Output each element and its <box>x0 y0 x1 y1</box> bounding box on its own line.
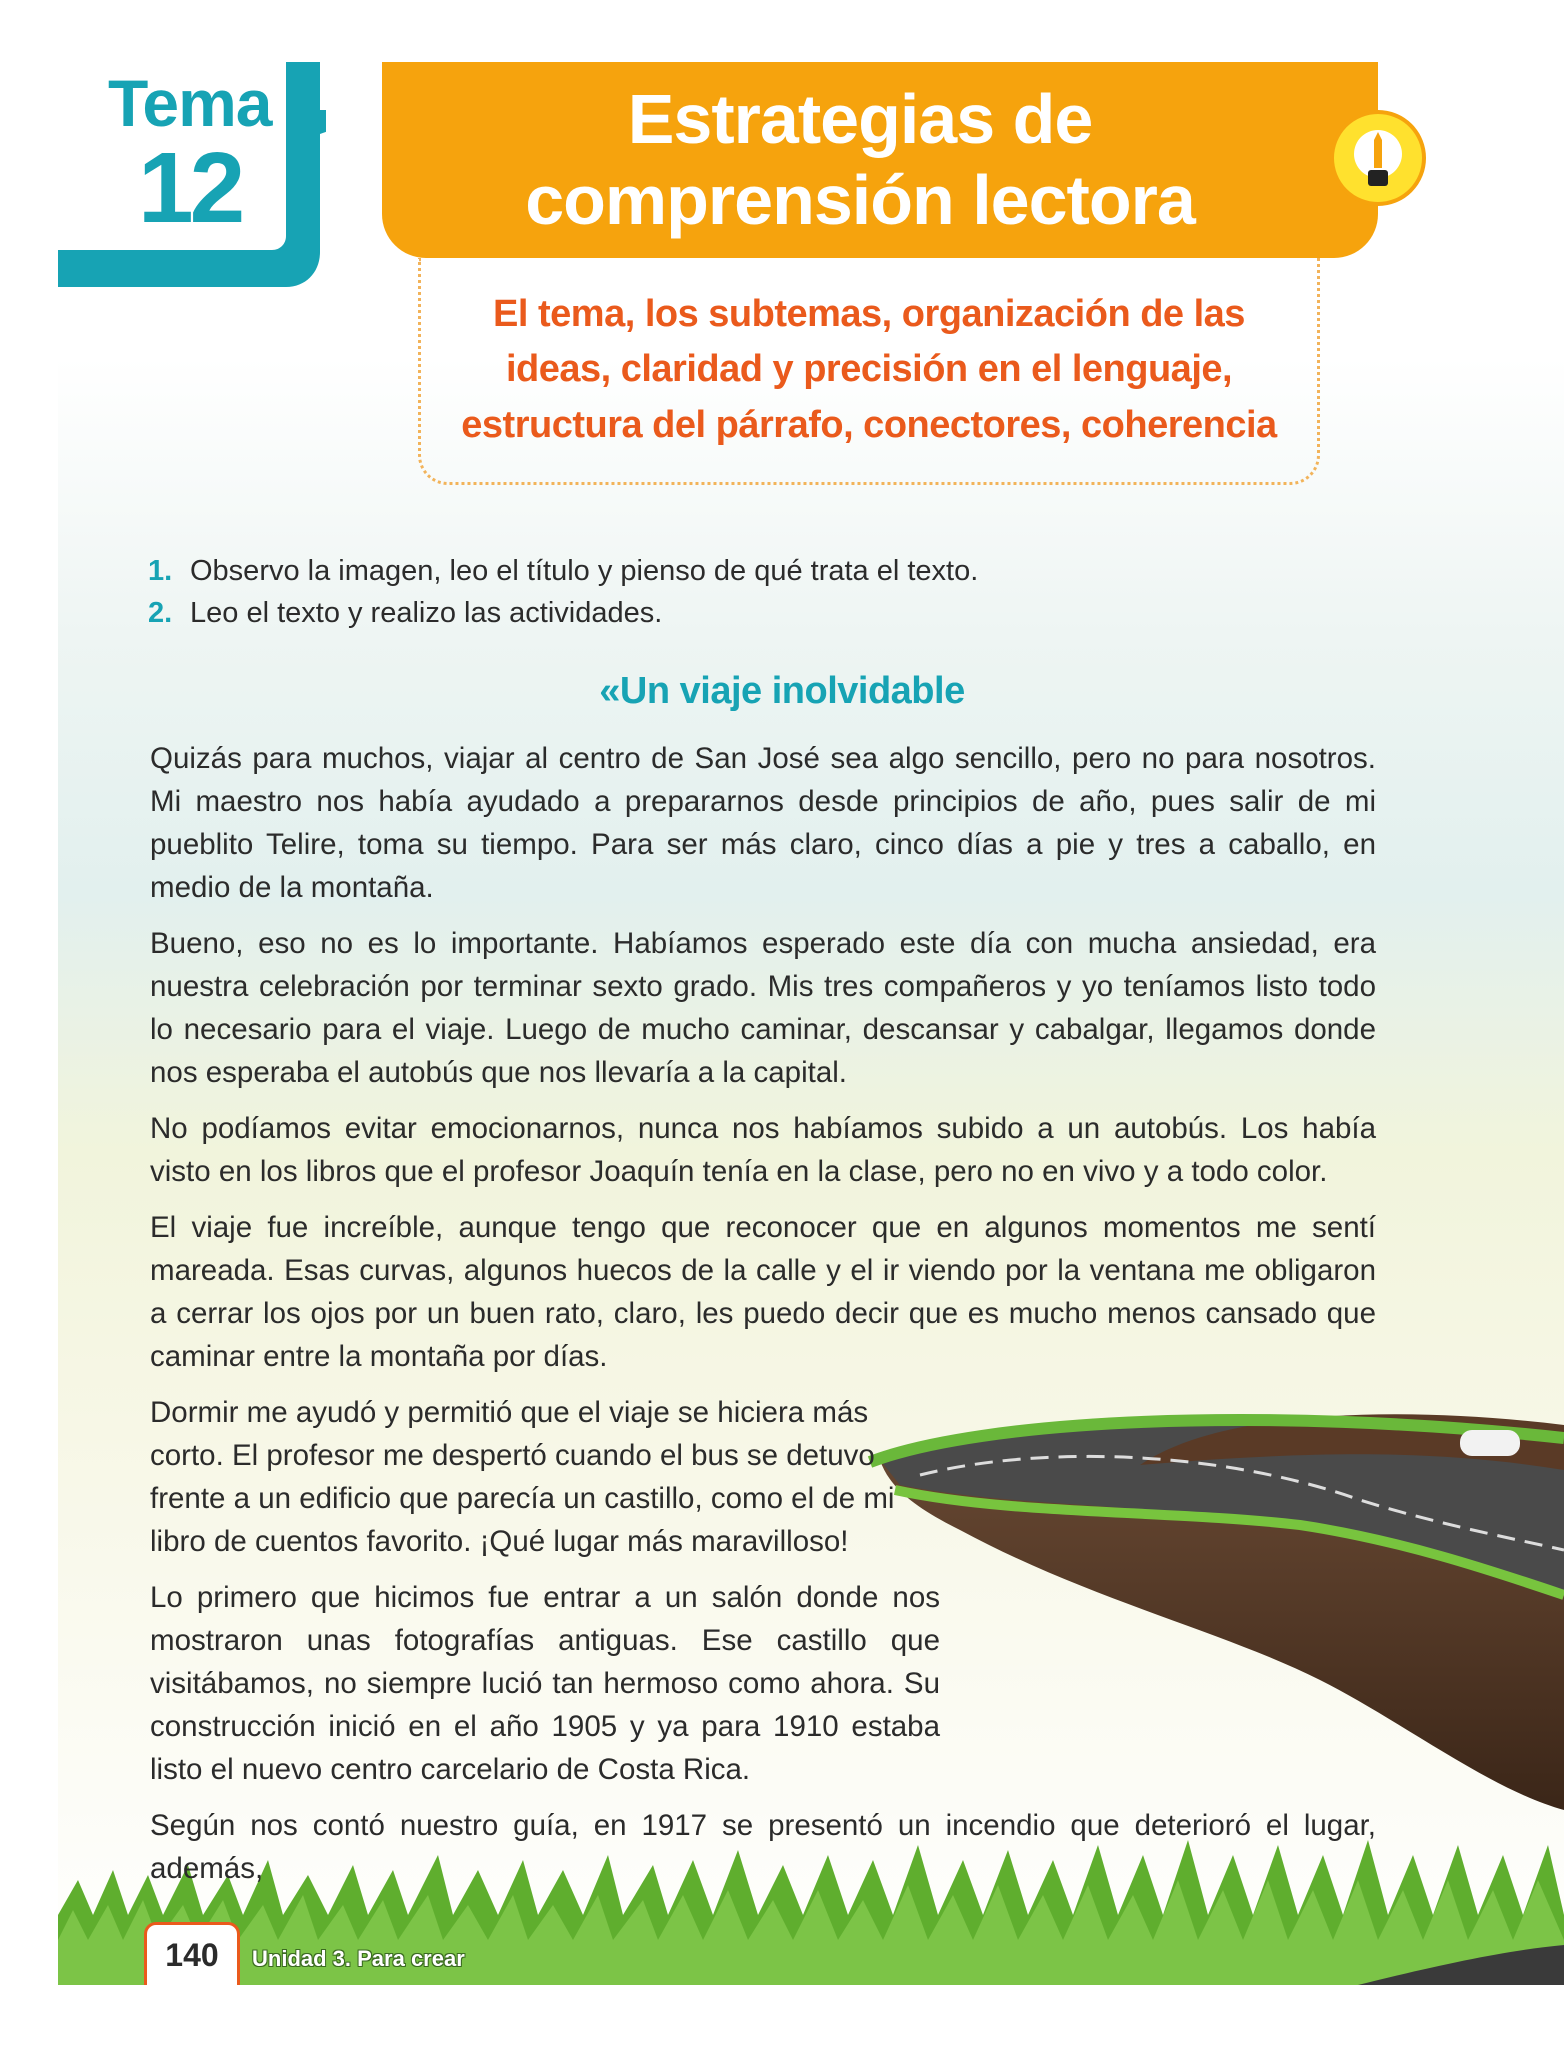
story-paragraph: No podíamos evitar emocionarnos, nunca nos habíamos subido a un autobús. Los había visto en los libros que el profesor Joaquín tenía en la clase, pero no en vivo y a todo color. <box>150 1112 1376 1188</box>
story-title: «Un viaje inolvidable <box>599 670 965 712</box>
story-paragraph: Lo primero que hicimos fue entrar a un salón donde nos mostraron unas fotografías antiguas. Ese castillo que visitábamos, no siempre lució tan hermoso como ahora. Su construcción inició en el año 1905 y ya para 1910 estaba listo el nuevo centro carcelario de Costa Rica. <box>150 1581 940 1786</box>
story-paragraph: Bueno, eso no es lo importante. Habíamos esperado este día con mucha ansiedad, era nuestra celebración por terminar sexto grado. Mis tres compañeros y yo teníamos listo todo lo necesario para el viaje. Luego de mucho caminar, descansar y cabalgar, llegamos donde nos esperaba el autobús que nos llevaría a la capital. <box>150 927 1376 1089</box>
story-paragraph: Según nos contó nuestro guía, en 1917 se presentó un incendio que deterioró el lugar, además, <box>150 1809 1376 1885</box>
story-paragraph: Dormir me ayudó y permitió que el viaje se hiciera más corto. El profesor me despertó cuando el bus se detuvo frente a un edificio que parecía un castillo, como el de mi libro de cuentos favorito. ¡Qué lugar más maravilloso! <box>150 1396 895 1558</box>
lightbulb-icon <box>1330 110 1426 206</box>
instruction-number: 1. <box>148 555 173 587</box>
instructions-list <box>148 550 1348 634</box>
story-paragraph: El viaje fue increíble, aunque tengo que reconocer que en algunos momentos me sentí mareada. Esas curvas, algunos huecos de la calle y el ir viendo por la ventana me obligaron a cerrar los ojos por un buen rato, claro, les puedo decir que es mucho menos cansado que caminar entre la montaña por días. <box>150 1211 1376 1373</box>
subtopics-text: El tema, los subtemas, organización de las ideas, claridad y precisión en el lenguaje, estructura del párrafo, conectores, coherencia <box>461 293 1277 446</box>
tema-label: Tema <box>108 66 272 140</box>
instruction-item <box>148 550 1348 592</box>
instruction-text: Leo el texto y realizo las actividades. <box>190 597 663 629</box>
unit-label: Unidad 3. Para crear <box>252 1946 465 1971</box>
story-paragraph: Quizás para muchos, viajar al centro de San José sea algo sencillo, pero no para nosotros. Mi maestro nos había ayudado a prepararnos desde principios de año, pues salir de mi pueblito Telire, toma su tiempo. Para ser más claro, cinco días a pie y tres a caballo, en medio de la montaña. <box>150 742 1376 904</box>
instruction-text: Observo la imagen, leo el título y pienso de qué trata el texto. <box>190 555 979 587</box>
page-number: 140 <box>144 1922 240 1985</box>
tema-number: 12 <box>138 132 242 244</box>
subtopics-box <box>418 258 1320 485</box>
instruction-number: 2. <box>148 597 173 629</box>
title-banner <box>382 62 1378 258</box>
page-title: Estrategias de comprensión lectora <box>525 79 1195 239</box>
story-body <box>150 737 1376 1903</box>
sheep <box>1460 1430 1520 1456</box>
bottom-margin <box>0 1985 1564 2048</box>
instruction-item <box>148 592 1348 634</box>
